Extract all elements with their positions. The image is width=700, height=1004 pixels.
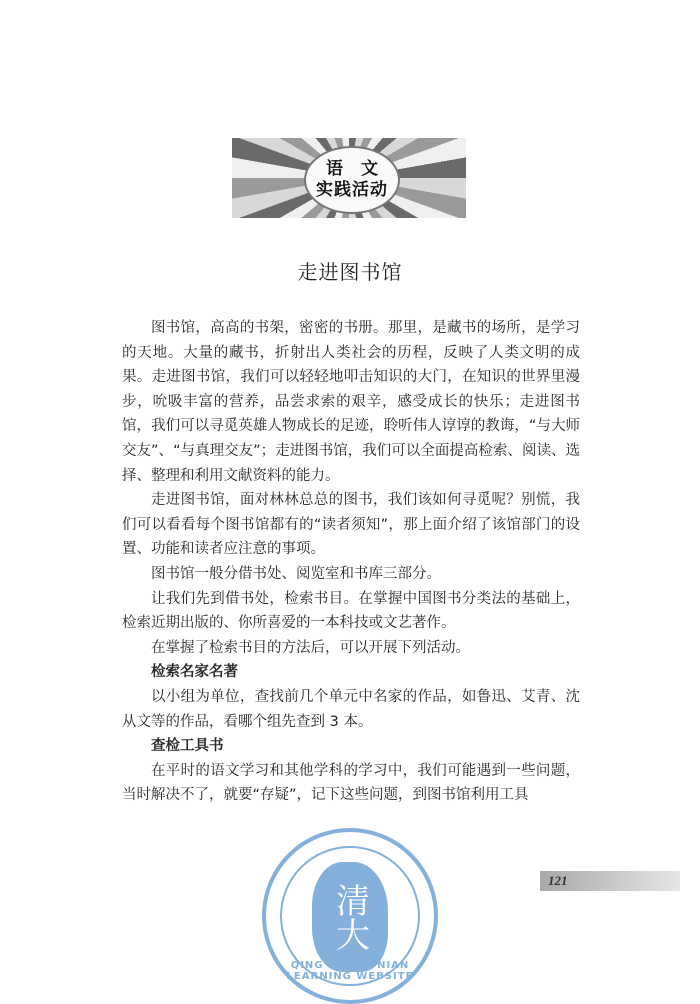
watermark-stamp (262, 828, 438, 1004)
paragraph: 让我们先到借书处，检索书目。在掌握中国图书分类法的基础上，检索近期出版的、你所喜爱的一本科技或文艺著作。 (122, 590, 580, 632)
paragraph: 以小组为单位，查找前几个单元中名家的作品，如鲁迅、艾青、沈从文等的作品，看哪个组先查到 3 本。 (122, 688, 580, 730)
page-number: 121 (548, 873, 568, 888)
paragraph: 走进图书馆，面对林林总总的图书，我们该如何寻觅呢？别慌，我们可以看看每个图书馆都有的“读者须知”，那上面介绍了该馆部门的设置、功能和读者应注意的事项。 (122, 492, 580, 558)
section-banner (232, 138, 466, 218)
paragraph: 图书馆一般分借书处、阅览室和书库三部分。 (151, 565, 441, 582)
body-text (122, 316, 580, 808)
watermark-ring-text: QING DA BAI NIAN LEARNING WEBSITE (286, 960, 414, 982)
page-number-tab (540, 871, 680, 891)
subheading: 检索名家名著 (151, 664, 238, 681)
paragraph: 在平时的语文学习和其他学科的学习中，我们可能遇到一些问题，当时解决不了，就要“存疑”，记下这些问题，到图书馆利用工具 (122, 762, 580, 804)
banner-oval (304, 146, 400, 214)
page-title: 走进图书馆 (297, 260, 403, 284)
banner-line1: 语文 (326, 159, 396, 179)
banner-line2: 实践活动 (316, 180, 388, 200)
paragraph: 图书馆，高高的书架，密密的书册。那里，是藏书的场所，是学习的天地。大量的藏书，折射出人类社会的历程，反映了人类文明的成果。走进图书馆，我们可以轻轻地叩击知识的大门，在知识的世界里漫步，吮吸丰富的营养，品尝求索的艰辛，感受成长的快乐；走进图书馆，我们可以寻觅英雄人物成长的足迹，聆听伟人谆谆的教诲，“与大师交友”、“与真理交友”；走进图书馆，我们可以全面提高检索、阅读、选择、整理和利用文献资料的能力。 (122, 320, 580, 484)
watermark-seal-icon: 清大 (312, 862, 388, 972)
subheading: 查检工具书 (151, 738, 224, 755)
paragraph: 在掌握了检索书目的方法后，可以开展下列活动。 (151, 639, 470, 656)
